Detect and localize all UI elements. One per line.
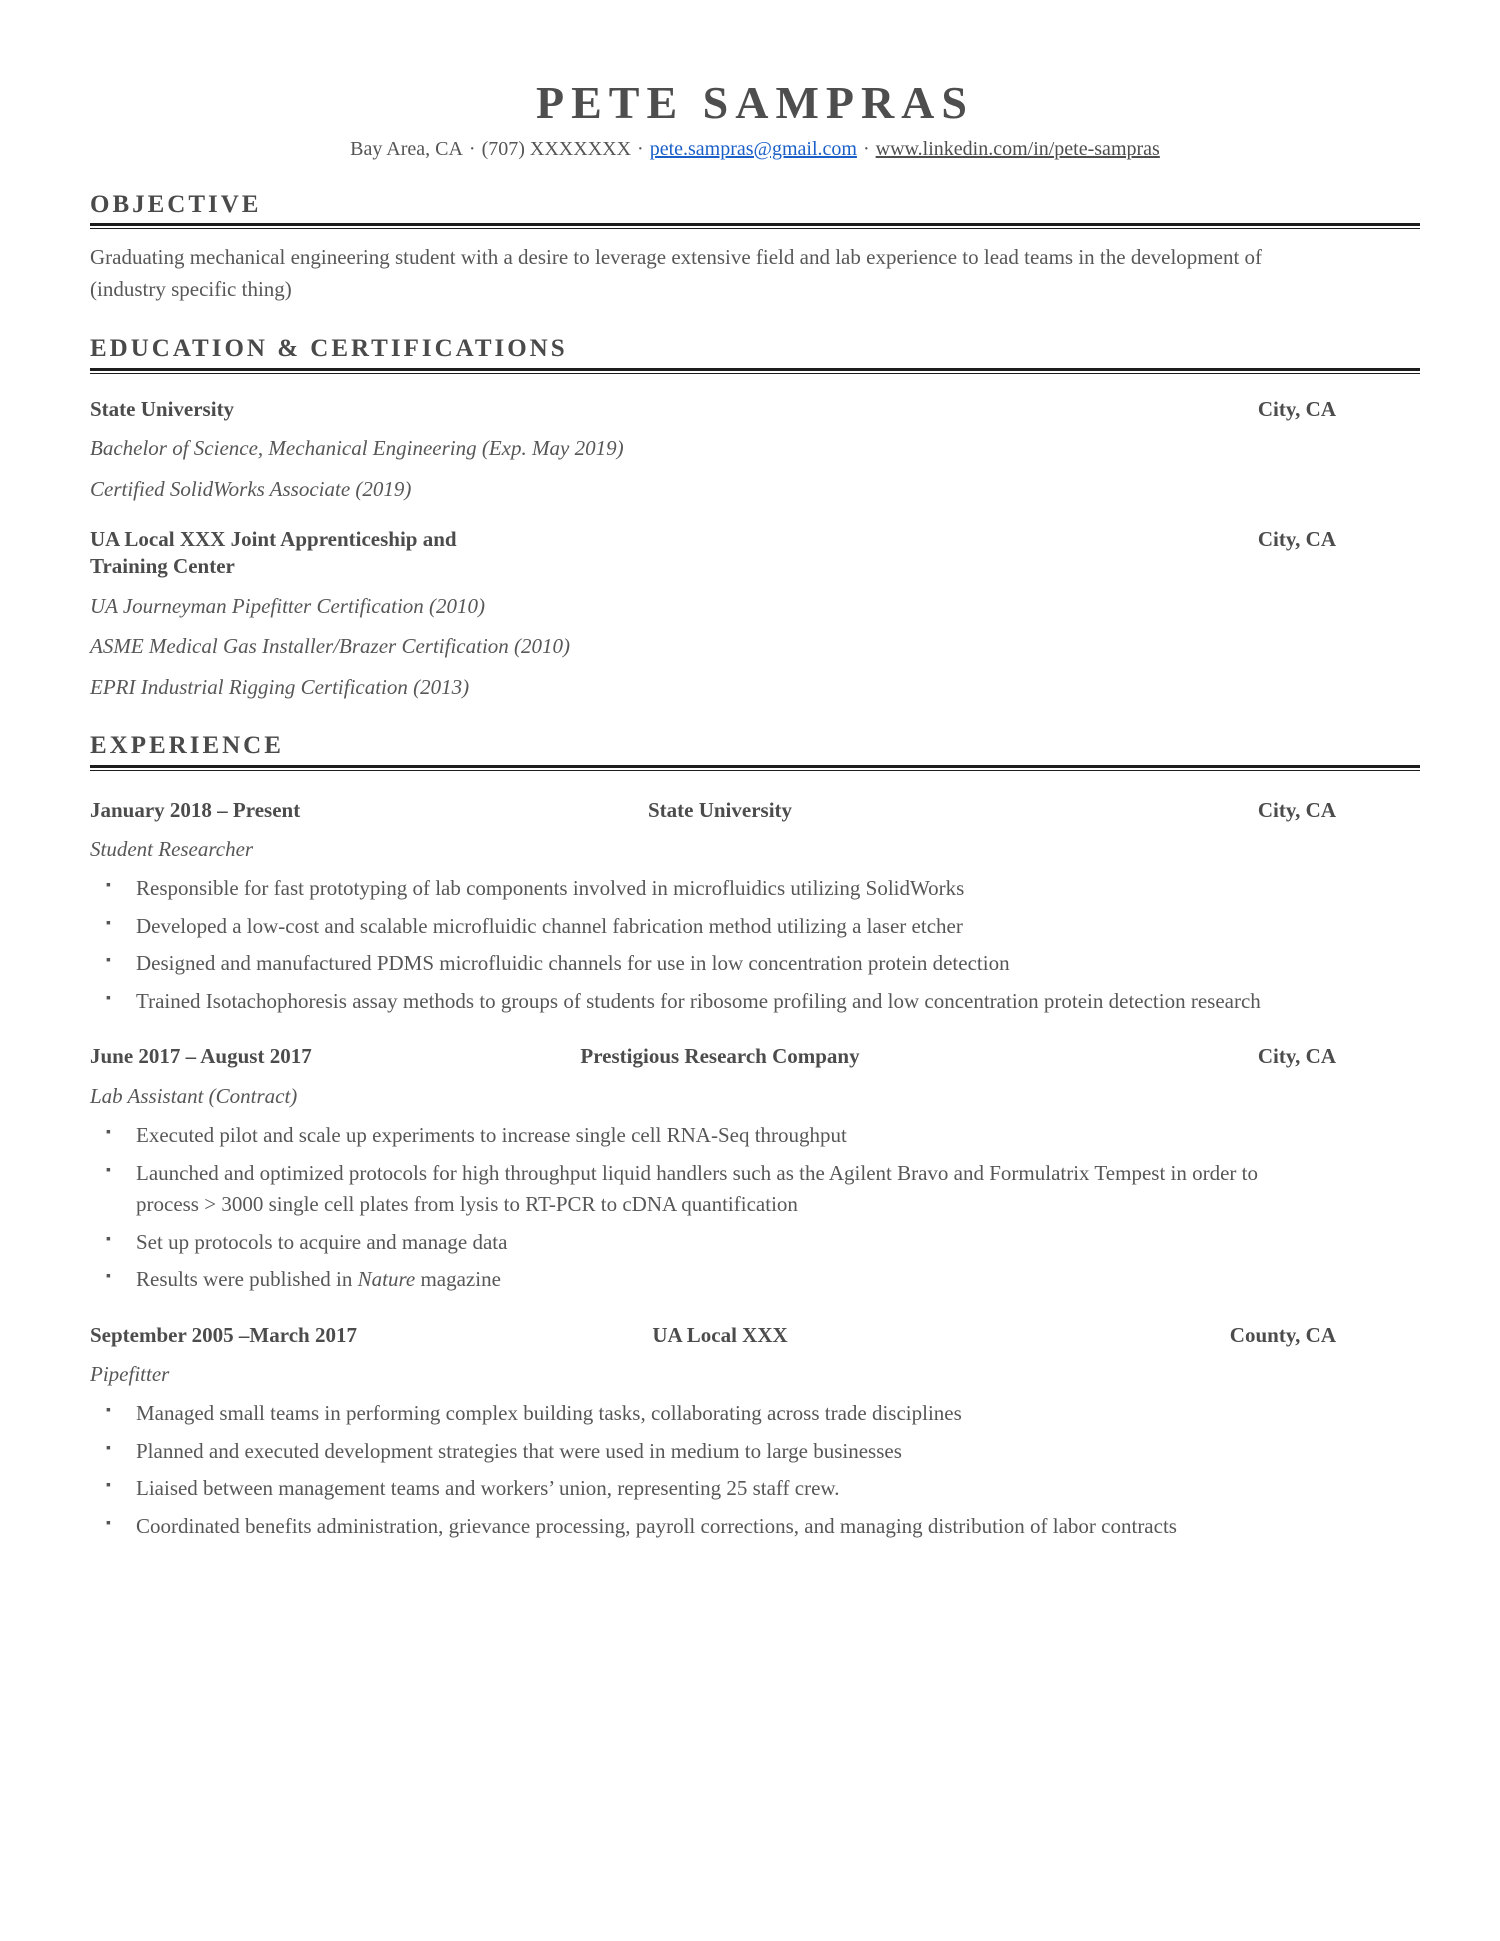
education-detail: UA Journeyman Pipefitter Certification (2010) (90, 593, 486, 618)
education-entry-header (90, 526, 1420, 581)
job-bullet-list (90, 873, 1420, 1017)
experience-job (90, 1043, 1420, 1295)
bullet-item: ▪ Developed a low-cost and scalable microfluidic channel fabrication method utilizing a laser etcher (90, 911, 1321, 943)
job-bullet-list (90, 1120, 1420, 1296)
bullet-item: ▪ Designed and manufactured PDMS microfluidic channels for use in low concentration protein detection (90, 948, 1321, 980)
job-company: State University (647, 797, 793, 822)
contact-line (90, 138, 1420, 161)
candidate-name: PETE SAMPRAS (536, 77, 974, 128)
section-title-objective: OBJECTIVE (90, 190, 262, 218)
bullet-item: ▪ Trained Isotachophoresis assay methods to groups of students for ribosome profiling and low concentration protein detection research (90, 986, 1321, 1018)
resume-header (90, 78, 1420, 161)
education-entry (90, 526, 1420, 702)
section-divider (90, 765, 1420, 771)
job-header-row (90, 1043, 1420, 1070)
education-detail: ASME Medical Gas Installer/Brazer Certification (2010) (90, 634, 571, 659)
education-detail: Certified SolidWorks Associate (2019) (90, 476, 412, 501)
bullet-item: ▪ Liaised between management teams and workers’ union, representing 25 staff crew. (90, 1473, 1321, 1505)
contact-location: Bay Area, CA (350, 137, 463, 160)
bullet-item: ▪ Coordinated benefits administration, grievance processing, payroll corrections, and managing distribution of labor contracts (90, 1511, 1321, 1543)
job-location: County, CA (1229, 1322, 1336, 1347)
institution-name: State University (90, 397, 235, 422)
education-entry (90, 396, 1420, 504)
bullet-text-italic: Nature (357, 1267, 416, 1292)
education-entry-header (90, 396, 1420, 423)
bullet-item: ▪ Managed small teams in performing complex building tasks, collaborating across trade disciplines (90, 1398, 1321, 1430)
contact-separator: · (637, 137, 644, 160)
bullet-item: ▪ Responsible for fast prototyping of lab components involved in microfluidics utilizing SolidWorks (90, 873, 1321, 905)
education-detail: Bachelor of Science, Mechanical Engineering (Exp. May 2019) (90, 436, 624, 461)
bullet-item: ▪ Set up protocols to acquire and manage data (90, 1227, 1321, 1259)
section-divider (90, 368, 1420, 374)
education-detail: EPRI Industrial Rigging Certification (2013) (90, 674, 470, 699)
job-location: City, CA (1257, 1044, 1336, 1069)
linkedin-link[interactable]: www.linkedin.com/in/pete-sampras (875, 137, 1160, 160)
institution-location: City, CA (1257, 397, 1336, 422)
job-bullet-list (90, 1398, 1420, 1542)
objective-text: Graduating mechanical engineering student with a desire to leverage extensive field and lab experience to lead teams in the development of (industry specific thing) (90, 245, 1263, 301)
bullet-item: ▪ Executed pilot and scale up experiments to increase single cell RNA-Seq throughput (90, 1120, 1321, 1152)
section-objective (90, 191, 1420, 306)
institution-middle (470, 526, 970, 581)
contact-separator: · (862, 137, 870, 160)
contact-separator: · (468, 137, 476, 160)
job-dates: January 2018 – Present (90, 797, 301, 822)
job-header-row (90, 1322, 1420, 1349)
experience-job (90, 1322, 1420, 1543)
institution-location: City, CA (1257, 527, 1336, 552)
section-experience (90, 732, 1420, 1542)
bullet-text-prefix: Results were published in (136, 1267, 358, 1292)
institution-name: UA Local XXX Joint Apprenticeship and Training Center (90, 527, 457, 579)
section-title-experience: EXPERIENCE (90, 731, 284, 759)
bullet-item (90, 1264, 1321, 1296)
section-education (90, 335, 1420, 702)
contact-phone: (707) XXXXXXX (481, 137, 632, 160)
job-role: Pipefitter (90, 1361, 170, 1386)
section-divider (90, 223, 1420, 229)
email-link[interactable]: pete.sampras@gmail.com (649, 137, 857, 160)
job-dates: September 2005 –March 2017 (90, 1322, 357, 1347)
job-role: Lab Assistant (Contract) (90, 1083, 298, 1108)
bullet-text-suffix: magazine (415, 1267, 501, 1292)
section-title-education: EDUCATION & CERTIFICATIONS (90, 335, 568, 363)
experience-job (90, 797, 1420, 1018)
job-header-row (90, 797, 1420, 824)
job-location: City, CA (1257, 797, 1336, 822)
job-dates: June 2017 – August 2017 (90, 1044, 312, 1069)
bullet-item: ▪ Planned and executed development strategies that were used in medium to large businesses (90, 1436, 1321, 1468)
job-company: Prestigious Research Company (580, 1044, 860, 1069)
bullet-item: ▪ Launched and optimized protocols for high throughput liquid handlers such as the Agilent Bravo and Formulatrix Tempest in order to process > 3000 single cell plates from lysis to RT-PCR to cDNA quantification (90, 1158, 1321, 1221)
institution-middle (470, 396, 970, 423)
job-company: UA Local XXX (652, 1322, 788, 1347)
job-role: Student Researcher (90, 836, 254, 861)
